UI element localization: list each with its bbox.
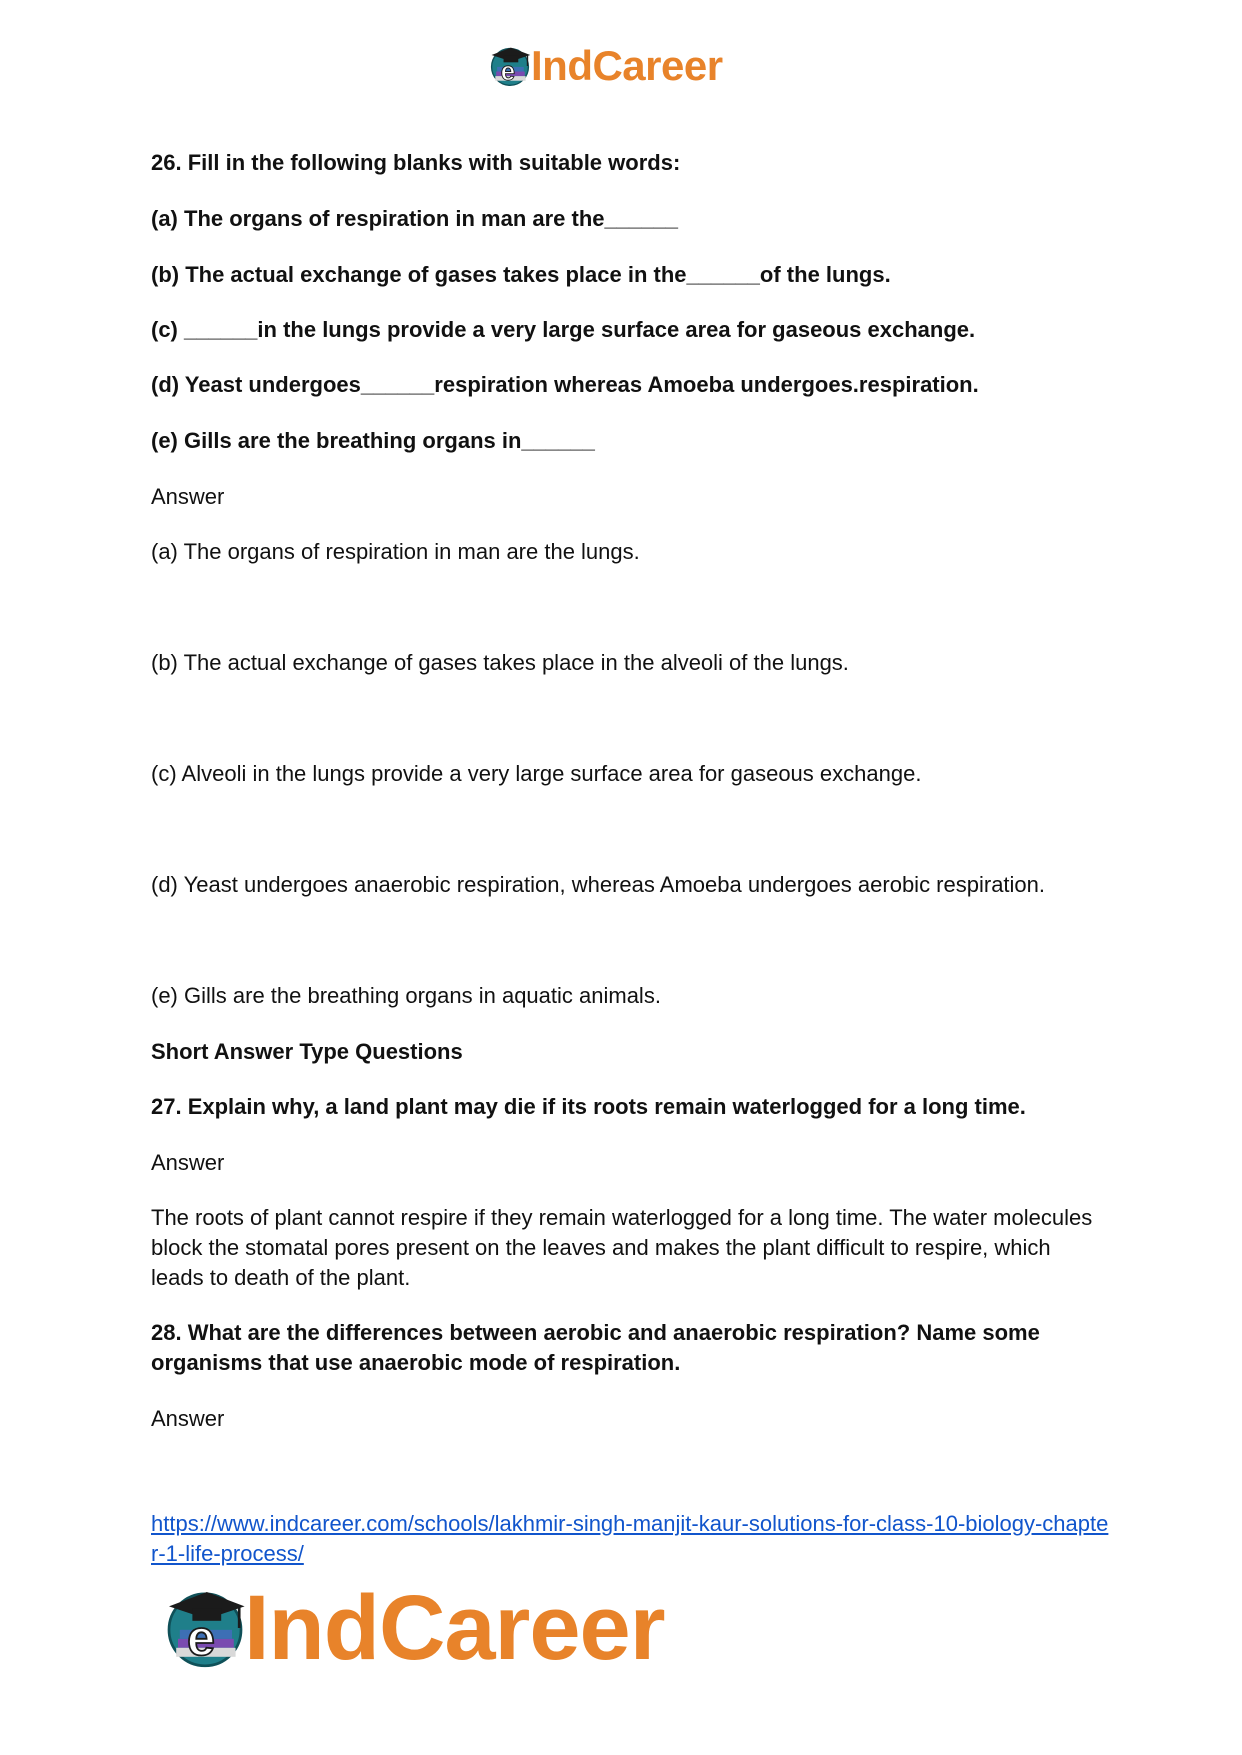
svg-text:e: e <box>500 57 516 86</box>
question-28-title: 28. What are the differences between aerobic and anaerobic respiration? Name some organisms that use anaerobic mode of respiration. <box>151 1320 1040 1375</box>
answer-26-e: (e) Gills are the breathing organs in aquatic animals. <box>151 983 661 1008</box>
answer-label: Answer <box>151 1406 225 1431</box>
answer-27-text: The roots of plant cannot respire if they remain waterlogged for a long time. The water molecules block the stomatal pores present on the leaves and makes the plant difficult to respire, which leads to death of the plant. <box>151 1205 1093 1290</box>
footer-logo-text: IndCareer <box>244 1577 665 1679</box>
answer-label: Answer <box>151 484 225 509</box>
question-26-b: (b) The actual exchange of gases takes place in the______of the lungs. <box>151 262 891 287</box>
question-26-d: (d) Yeast undergoes______respiration whereas Amoeba undergoes.respiration. <box>151 372 979 397</box>
source-link[interactable]: https://www.indcareer.com/schools/lakhmir-singh-manjit-kaur-solutions-for-class-10-biology-chapter-1-life-process/ <box>151 1511 1109 1566</box>
question-27-title: 27. Explain why, a land plant may die if its roots remain waterlogged for a long time. <box>151 1094 1026 1119</box>
header-logo <box>487 40 723 92</box>
section-heading: Short Answer Type Questions <box>151 1039 463 1064</box>
answer-26-d: (d) Yeast undergoes anaerobic respiration, whereas Amoeba undergoes aerobic respiration. <box>151 872 1046 897</box>
question-26-c: (c) ______in the lungs provide a very large surface area for gaseous exchange. <box>151 317 976 342</box>
svg-text:e: e <box>187 1609 216 1666</box>
graduation-cap-books-globe-icon <box>160 1583 250 1673</box>
footer-logo <box>160 1578 665 1678</box>
answer-label: Answer <box>151 1150 225 1175</box>
header-logo-text: IndCareer <box>531 42 723 89</box>
answer-26-c: (c) Alveoli in the lungs provide a very large surface area for gaseous exchange. <box>151 761 922 786</box>
question-26-e: (e) Gills are the breathing organs in______ <box>151 428 595 453</box>
question-26-title: 26. Fill in the following blanks with suitable words: <box>151 150 681 175</box>
answer-26-b: (b) The actual exchange of gases takes place in the alveoli of the lungs. <box>151 650 849 675</box>
graduation-cap-books-globe-icon <box>487 43 533 89</box>
question-26-a: (a) The organs of respiration in man are the______ <box>151 206 678 231</box>
answer-26-a: (a) The organs of respiration in man are the lungs. <box>151 539 640 564</box>
